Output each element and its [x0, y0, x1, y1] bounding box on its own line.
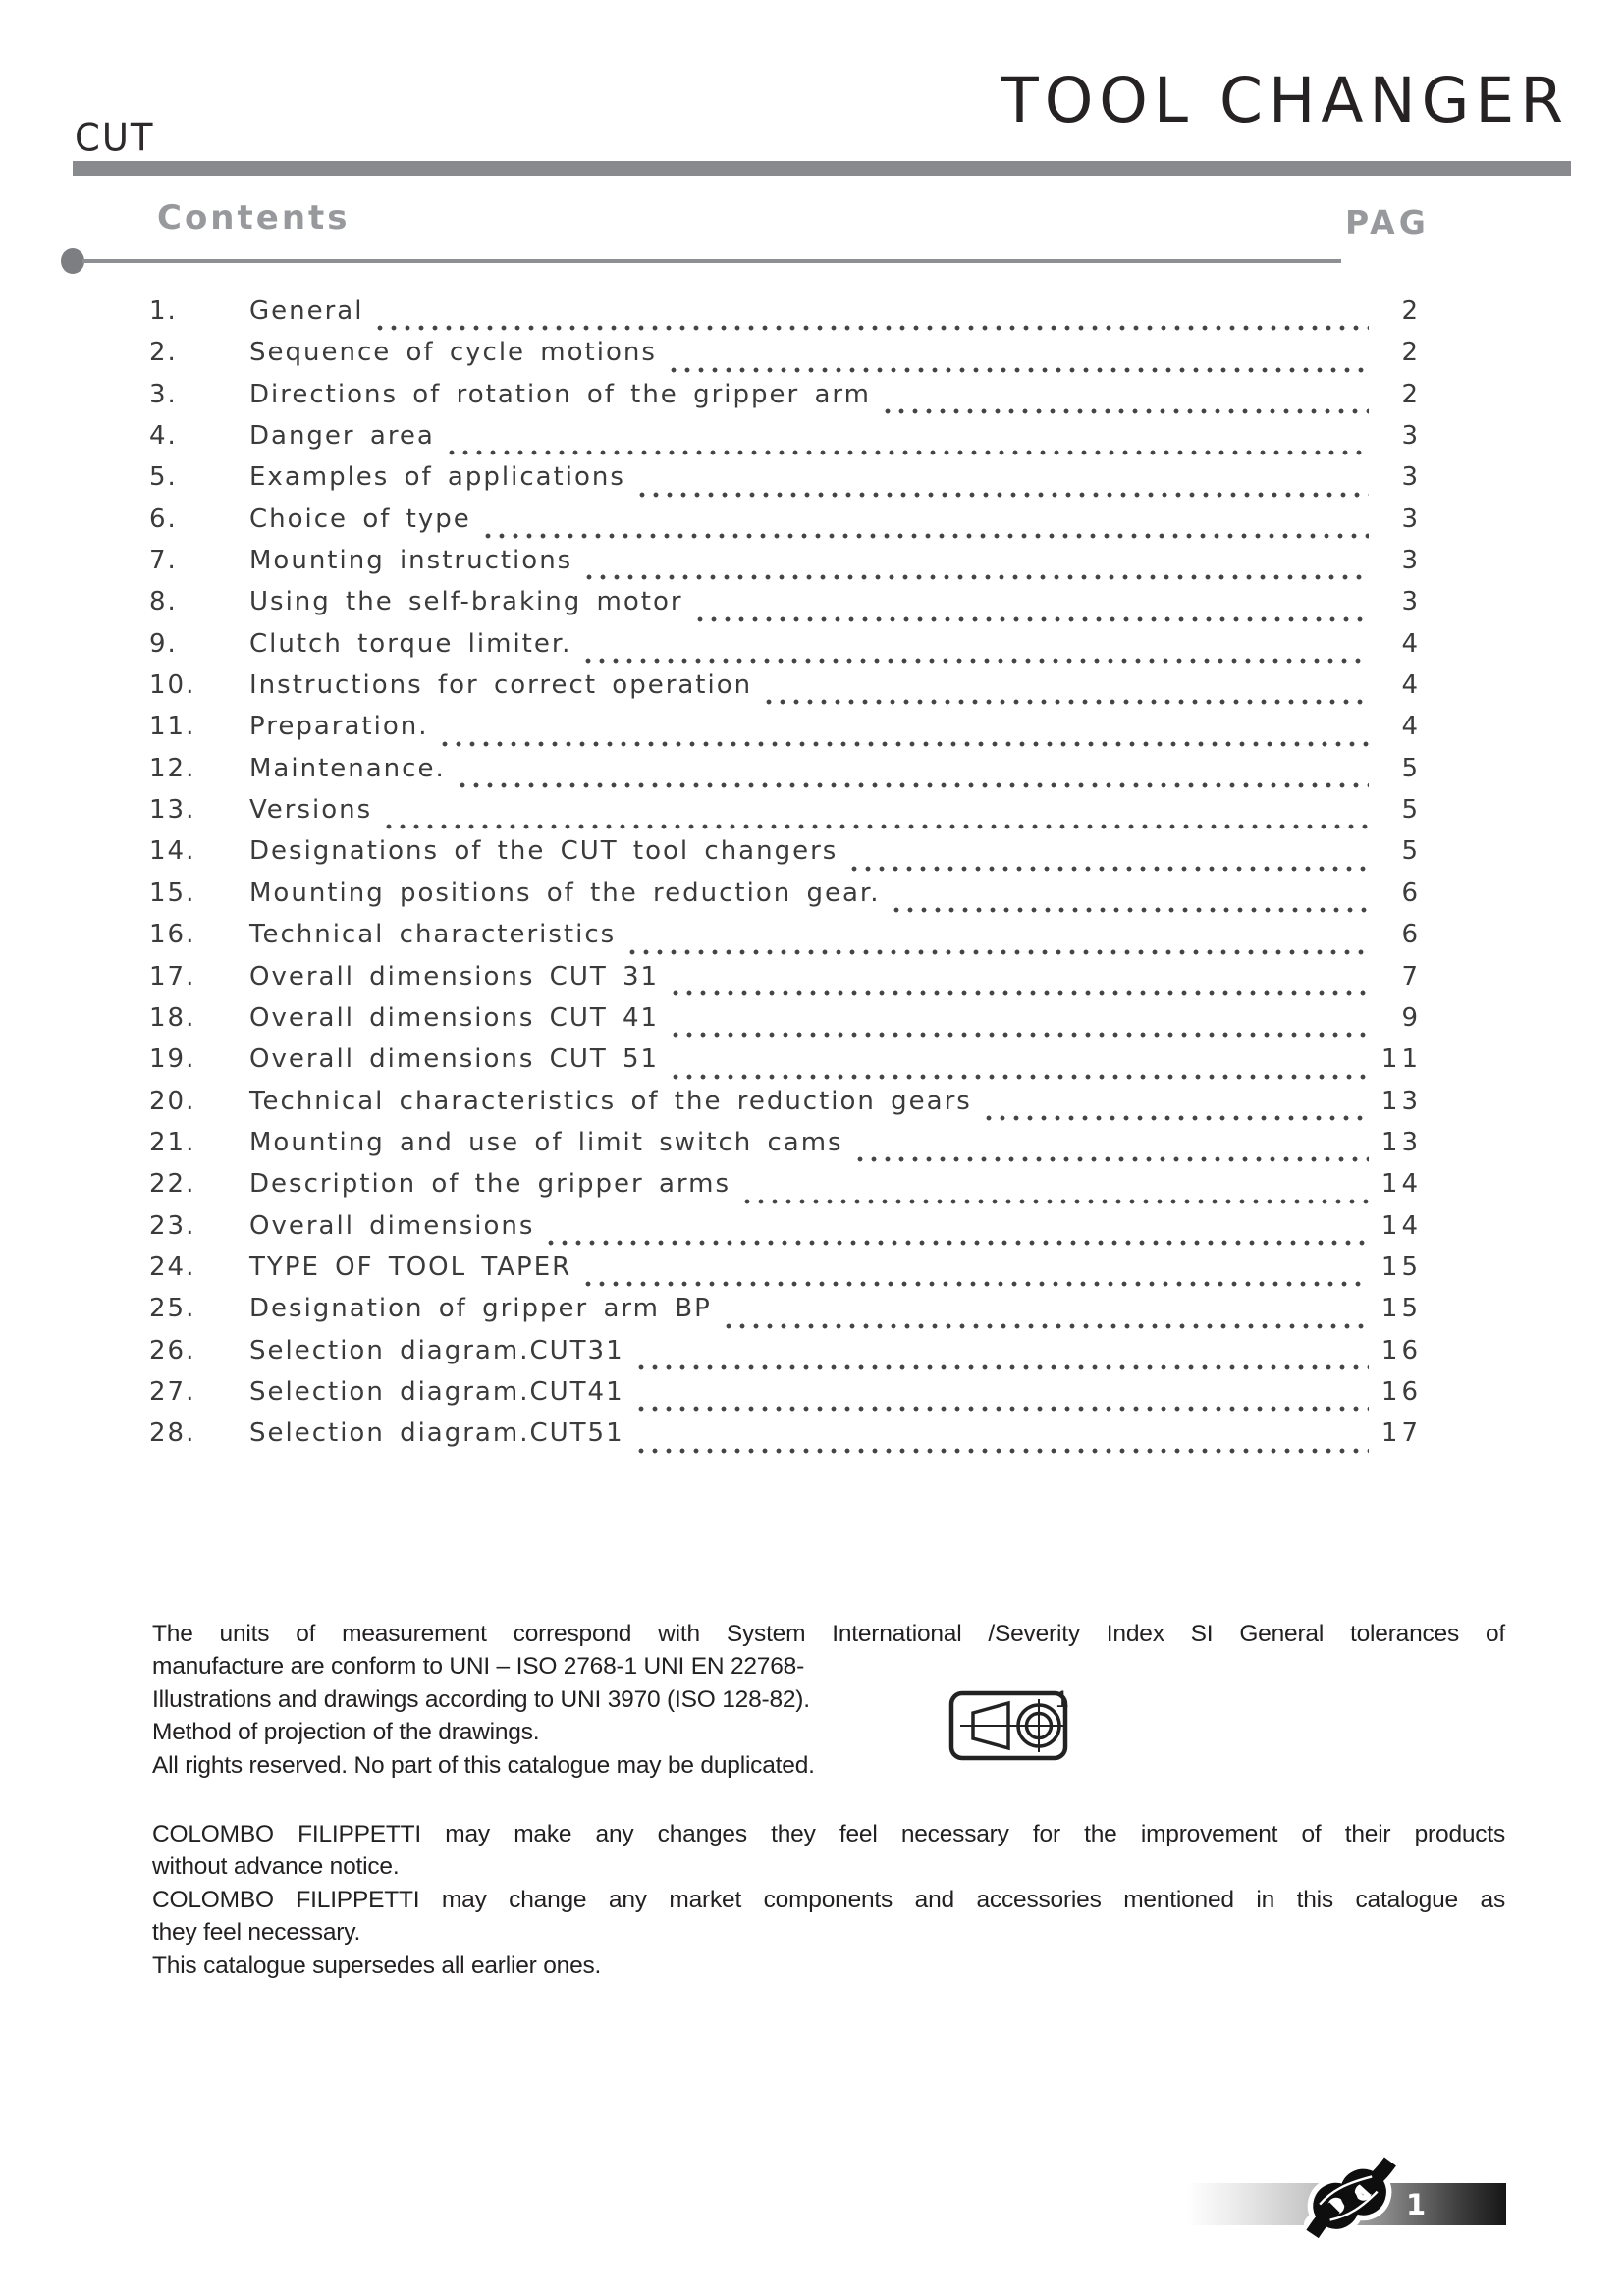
- toc-entry-number: 1.: [149, 296, 178, 326]
- toc-entry-page: 15: [1380, 1252, 1422, 1282]
- toc-entry-title: Overall dimensions CUT 51: [249, 1044, 660, 1075]
- toc-entry-title: Overall dimensions: [249, 1210, 535, 1241]
- toc-entry-number: 4.: [149, 421, 178, 452]
- dot-leader: [582, 546, 1369, 587]
- toc-entry-number: 20.: [149, 1086, 196, 1116]
- dot-leader: [581, 629, 1369, 670]
- toc-entry-number: 7.: [149, 546, 178, 576]
- toc-entry-number: 17.: [149, 961, 196, 991]
- toc-entry-title: Selection diagram.CUT31: [249, 1335, 624, 1365]
- dot-leader: [890, 879, 1369, 920]
- toc-entry-title: Designation of gripper arm BP: [249, 1294, 712, 1324]
- note-line: COLOMBO FILIPPETTI may change any market components and accessories mentioned in this catalogue as: [152, 1886, 1505, 1913]
- toc-entry-title: Description of the gripper arms: [249, 1169, 731, 1200]
- toc-entry-title: Selection diagram.CUT51: [249, 1418, 624, 1449]
- toc-entry-page: 2: [1401, 379, 1422, 409]
- dot-leader: [881, 380, 1369, 421]
- toc-entry: [149, 1169, 1422, 1210]
- page-number: 1: [1406, 2188, 1427, 2221]
- toc-entry-title: Mounting and use of limit switch cams: [249, 1127, 843, 1157]
- toc-entry-number: 14.: [149, 836, 196, 867]
- toc-entry-title: Mounting instructions: [249, 546, 573, 576]
- dot-leader: [481, 505, 1369, 546]
- dot-leader: [456, 754, 1369, 795]
- bullet-dot: [61, 248, 84, 274]
- toc-entry-number: 19.: [149, 1044, 196, 1075]
- note-line-text: manufacture are conform to UNI – ISO 2768-1 UNI EN 22768-: [152, 1653, 805, 1681]
- projection-method-icon: [948, 1690, 1068, 1761]
- toc-entry-page: 3: [1401, 587, 1422, 617]
- toc-entry: [149, 546, 1422, 587]
- toc-entry-title: Technical characteristics of the reduction gears: [249, 1086, 972, 1116]
- toc-entry-page: 5: [1401, 836, 1422, 867]
- dot-leader: [625, 920, 1369, 961]
- toc-entry: [149, 962, 1422, 1003]
- toc-entry-title: Designations of the CUT tool changers: [249, 836, 839, 867]
- toc-entry-number: 13.: [149, 795, 196, 826]
- toc-entry-number: 26.: [149, 1335, 196, 1365]
- toc-entry-number: 25.: [149, 1294, 196, 1324]
- dot-leader: [438, 712, 1369, 753]
- toc-entry: [149, 1336, 1422, 1377]
- dot-leader: [847, 836, 1369, 878]
- toc-entry: [149, 296, 1422, 338]
- toc-entry-page: 11: [1380, 1044, 1422, 1075]
- toc-entry-number: 22.: [149, 1169, 196, 1200]
- toc-entry-page: 4: [1401, 628, 1422, 659]
- toc-entry: [149, 1044, 1422, 1086]
- toc-entry-number: 15.: [149, 878, 196, 908]
- toc-entry-title: Danger area: [249, 421, 435, 452]
- toc-entry-number: 11.: [149, 712, 196, 742]
- toc-entry-page: 4: [1401, 670, 1422, 701]
- toc-entry-page: 5: [1401, 795, 1422, 826]
- toc-entry-number: 27.: [149, 1376, 196, 1407]
- dot-leader: [581, 1253, 1369, 1294]
- note-line: they feel necessary.: [152, 1919, 361, 1947]
- toc-entry: [149, 421, 1422, 462]
- toc-entry: [149, 712, 1422, 753]
- toc-entry-number: 8.: [149, 587, 178, 617]
- toc-entry: [149, 795, 1422, 836]
- toc-entry-title: Directions of rotation of the gripper arm: [249, 379, 871, 409]
- toc-entry-title: Choice of type: [249, 504, 471, 534]
- toc-entry-number: 9.: [149, 628, 178, 659]
- manufacturer-note: [152, 1818, 1505, 1982]
- note-line: This catalogue supersedes all earlier ones.: [152, 1951, 602, 1979]
- dot-leader: [445, 421, 1369, 462]
- toc-entry-title: Preparation.: [249, 712, 429, 742]
- toc-entry-title: Overall dimensions CUT 41: [249, 1002, 660, 1033]
- dot-leader: [667, 338, 1369, 379]
- dot-leader: [373, 296, 1369, 338]
- note-line: All rights reserved. No part of this catalogue may be duplicated.: [152, 1751, 815, 1779]
- toc-entry-number: 18.: [149, 1002, 196, 1033]
- toc-entry: [149, 505, 1422, 546]
- toc-entry-page: 6: [1401, 920, 1422, 950]
- toc-entry-page: 15: [1380, 1294, 1422, 1324]
- toc-entry: [149, 1128, 1422, 1169]
- toc-entry-number: 12.: [149, 753, 196, 783]
- toc-entry: [149, 1294, 1422, 1335]
- toc-entry-title: Selection diagram.CUT41: [249, 1376, 624, 1407]
- toc-entry-page: 14: [1380, 1169, 1422, 1200]
- toc-entry-page: 6: [1401, 878, 1422, 908]
- note-line: The units of measurement correspond with System International /Severity Index SI General tolerances of: [152, 1621, 1505, 1647]
- toc-entry-page: 5: [1401, 753, 1422, 783]
- toc-entry: [149, 670, 1422, 712]
- dot-leader: [669, 962, 1369, 1003]
- note-line: Method of projection of the drawings.: [152, 1719, 540, 1746]
- toc-entry-page: 2: [1401, 338, 1422, 368]
- toc-entry-title: Using the self-braking motor: [249, 587, 683, 617]
- dot-leader: [762, 670, 1369, 712]
- dot-leader: [635, 462, 1369, 504]
- toc-entry: [149, 879, 1422, 920]
- dot-leader: [722, 1294, 1369, 1335]
- dot-leader: [544, 1211, 1369, 1253]
- page-title: TOOL CHANGER: [1001, 65, 1569, 136]
- contents-heading: Contents: [157, 198, 351, 238]
- toc-entry: [149, 380, 1422, 421]
- product-name: CUT: [75, 115, 155, 160]
- note-line: Illustrations and drawings according to UNI 3970 (ISO 128-82).: [152, 1685, 810, 1713]
- toc-entry: [149, 629, 1422, 670]
- toc-entry-title: Overall dimensions CUT 31: [249, 961, 660, 991]
- toc-entry-number: 10.: [149, 670, 196, 701]
- toc-entry-number: 5.: [149, 462, 178, 493]
- toc-entry-number: 21.: [149, 1127, 196, 1157]
- dot-leader: [634, 1418, 1369, 1460]
- toc-entry-page: 3: [1401, 462, 1422, 493]
- toc-entry-title: Instructions for correct operation: [249, 670, 753, 701]
- toc-entry: [149, 836, 1422, 878]
- toc-entry-title: Examples of applications: [249, 462, 625, 493]
- page-column-label: PAG: [1345, 203, 1430, 241]
- header-divider: [73, 161, 1571, 176]
- toc-entry: [149, 1087, 1422, 1128]
- toc-entry-number: 3.: [149, 379, 178, 409]
- toc-entry-page: 9: [1401, 1002, 1422, 1033]
- toc-entry-page: 3: [1401, 546, 1422, 576]
- toc-entry-page: 14: [1380, 1210, 1422, 1241]
- dot-leader: [634, 1377, 1369, 1418]
- toc-entry-title: Mounting positions of the reduction gear.: [249, 878, 881, 908]
- toc-entry-number: 28.: [149, 1418, 196, 1449]
- dot-leader: [669, 1044, 1369, 1086]
- standards-note: [152, 1618, 1505, 1782]
- toc-entry-title: Versions: [249, 795, 373, 826]
- note-inline-number: 1: [1056, 1685, 1069, 1713]
- dot-leader: [634, 1336, 1369, 1377]
- toc-entry-title: TYPE OF TOOL TAPER: [249, 1252, 572, 1282]
- toc-entry-page: 7: [1401, 961, 1422, 991]
- toc-entry: [149, 1003, 1422, 1044]
- toc-entry-number: 23.: [149, 1210, 196, 1241]
- dot-leader: [693, 587, 1369, 628]
- toc-entry-title: Clutch torque limiter.: [249, 628, 572, 659]
- dot-leader: [853, 1128, 1369, 1169]
- toc-entry-page: 16: [1380, 1376, 1422, 1407]
- toc-entry-title: Sequence of cycle motions: [249, 338, 657, 368]
- toc-entry-page: 16: [1380, 1335, 1422, 1365]
- toc-entry-title: General: [249, 296, 364, 326]
- toc-entry-page: 2: [1401, 296, 1422, 326]
- toc-entry-page: 13: [1380, 1127, 1422, 1157]
- toc-entry: [149, 754, 1422, 795]
- dot-leader: [382, 795, 1369, 836]
- toc-entry: [149, 1418, 1422, 1460]
- toc-entry-number: 24.: [149, 1252, 196, 1282]
- note-line: COLOMBO FILIPPETTI may make any changes they feel necessary for the improvement of their products: [152, 1821, 1505, 1847]
- toc-entry: [149, 920, 1422, 961]
- toc-entry-number: 6.: [149, 504, 178, 534]
- toc-list: [149, 296, 1422, 1461]
- toc-entry: [149, 338, 1422, 379]
- toc-entry: [149, 1377, 1422, 1418]
- dot-leader: [740, 1169, 1369, 1210]
- toc-entry-page: 4: [1401, 712, 1422, 742]
- toc-entry-title: Technical characteristics: [249, 920, 617, 950]
- dot-leader: [982, 1087, 1369, 1128]
- toc-entry-page: 13: [1380, 1086, 1422, 1116]
- company-logo-icon: [1288, 2146, 1412, 2252]
- toc-entry: [149, 1211, 1422, 1253]
- dot-leader: [669, 1003, 1369, 1044]
- toc-entry: [149, 462, 1422, 504]
- contents-divider: [82, 259, 1341, 263]
- toc-entry-page: 3: [1401, 504, 1422, 534]
- toc-entry-title: Maintenance.: [249, 753, 446, 783]
- toc-entry-number: 16.: [149, 920, 196, 950]
- toc-entry: [149, 1253, 1422, 1294]
- toc-entry-page: 17: [1380, 1418, 1422, 1449]
- toc-entry-number: 2.: [149, 338, 178, 368]
- note-line: without advance notice.: [152, 1853, 400, 1881]
- toc-entry: [149, 587, 1422, 628]
- toc-entry-page: 3: [1401, 421, 1422, 452]
